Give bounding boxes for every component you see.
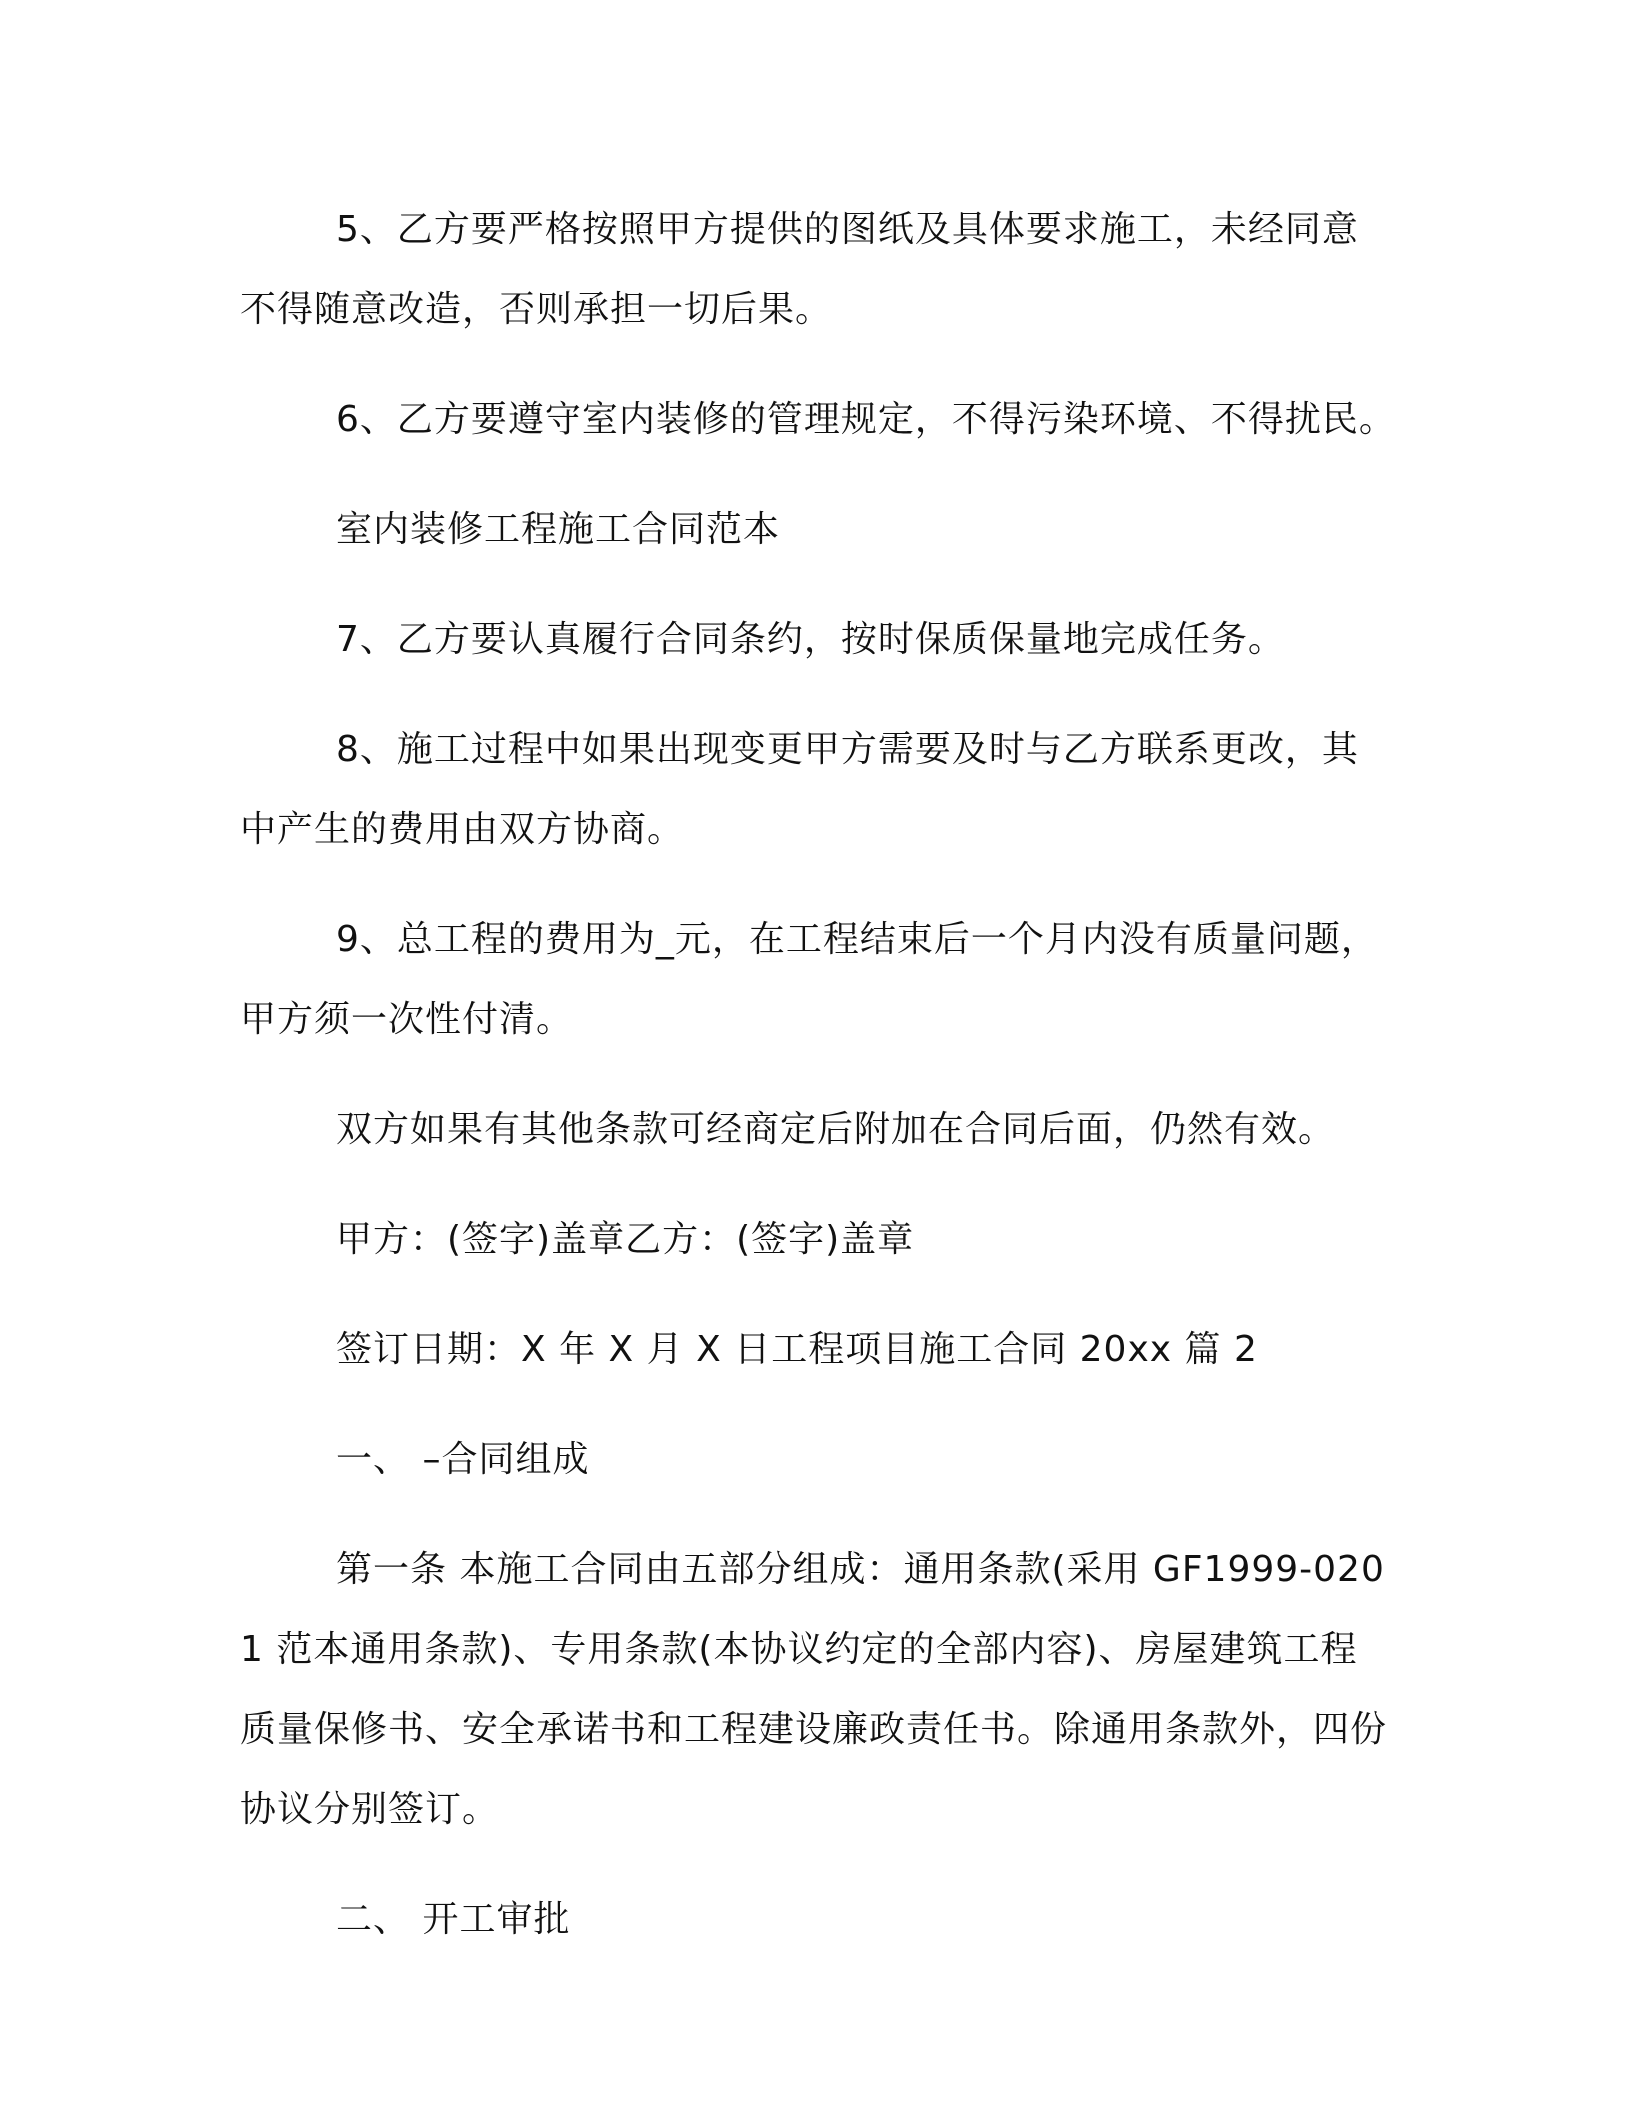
document-body <box>240 190 1396 1990</box>
clause-7: 7、乙方要认真履行合同条约，按时保质保量地完成任务。 <box>336 619 1285 660</box>
clause-5: 5、乙方要严格按照甲方提供的图纸及具体要求施工，未经同意不得随意改造，否则承担一切后果。 <box>240 209 1359 330</box>
part-one-heading: 一、 –合同组成 <box>336 1439 590 1480</box>
signing-date: 签订日期：X 年 X 月 X 日工程项目施工合同 20xx 篇 2 <box>336 1329 1258 1370</box>
section-heading: 室内装修工程施工合同范本 <box>336 509 781 550</box>
part-two-heading: 二、 开工审批 <box>336 1899 571 1940</box>
article-one: 第一条 本施工合同由五部分组成：通用条款(采用 GF1999-0201 范本通用条款)、专用条款(本协议约定的全部内容)、房屋建筑工程质量保修书、安全承诺书和工程建设廉政责任书。除通用条款外，四份协议分别签订。 <box>240 1549 1388 1830</box>
clause-6: 6、乙方要遵守室内装修的管理规定，不得污染环境、不得扰民。 <box>336 399 1396 440</box>
signature-line: 甲方：(签字)盖章乙方：(签字)盖章 <box>336 1219 915 1260</box>
clause-9: 9、总工程的费用为_元，在工程结束后一个月内没有质量问题，甲方须一次性付清。 <box>240 919 1378 1040</box>
additional-terms: 双方如果有其他条款可经商定后附加在合同后面，仍然有效。 <box>336 1109 1336 1150</box>
clause-8: 8、施工过程中如果出现变更甲方需要及时与乙方联系更改，其中产生的费用由双方协商。 <box>240 729 1359 850</box>
